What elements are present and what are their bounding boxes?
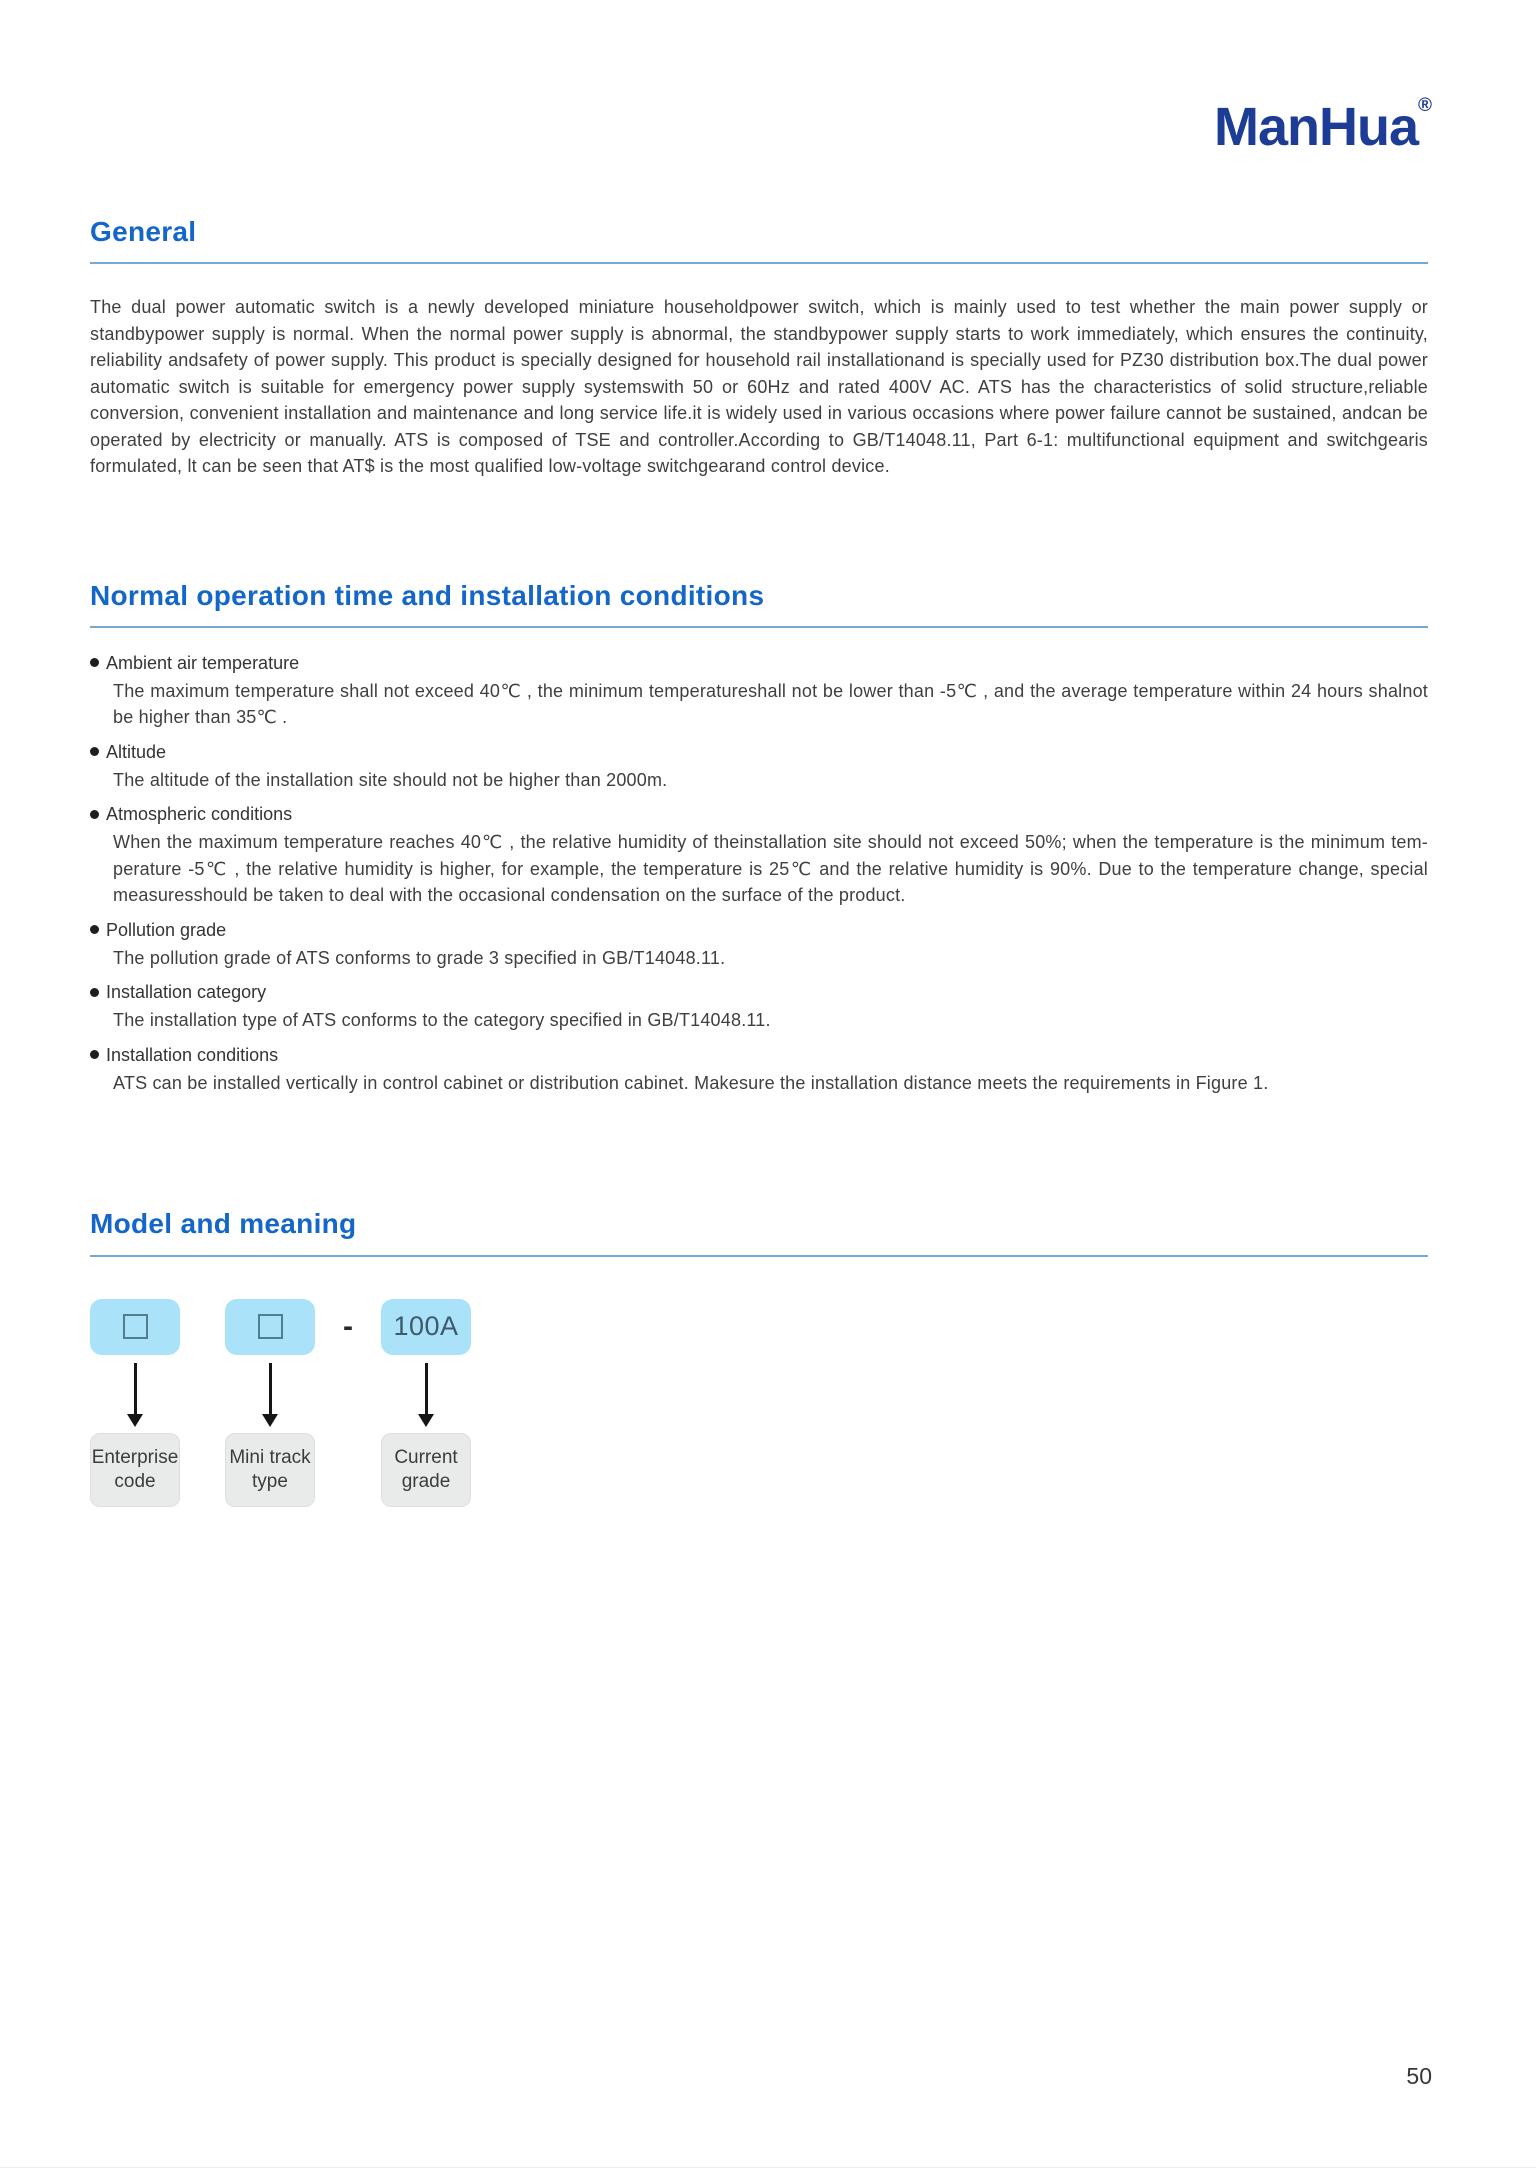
condition-title <box>90 801 1428 827</box>
model-code-box <box>381 1299 471 1355</box>
section-model <box>90 1208 1428 1506</box>
model-column-enterprise-code <box>90 1299 180 1507</box>
section-rule <box>90 1255 1428 1257</box>
condition-title-text: Ambient air temperature <box>106 652 300 673</box>
condition-body: ATS can be installed vertically in control cabinet or distribution cabinet. Makesure the installation distance meets the requirements in Figure 1. <box>113 1072 1269 1093</box>
list-item <box>90 801 1428 909</box>
model-column-current-grade <box>381 1299 471 1507</box>
model-separator-dash: - <box>343 1309 353 1343</box>
model-label-box <box>90 1433 180 1507</box>
condition-title-text: Installation category <box>106 982 267 1003</box>
square-outline-icon <box>258 1314 283 1339</box>
page-content <box>90 0 1428 1507</box>
model-column-mini-track-type <box>225 1299 315 1507</box>
list-item <box>90 917 1428 972</box>
page-number: 50 <box>1406 2063 1432 2089</box>
model-label-line: grade <box>401 1470 451 1492</box>
model-label-line: Current <box>394 1446 458 1468</box>
condition-title-text: Atmospheric conditions <box>106 804 293 825</box>
section-conditions <box>90 580 1428 1097</box>
conditions-list <box>90 650 1428 1097</box>
model-label-line: Mini track <box>229 1446 311 1468</box>
registered-trademark-icon: ® <box>1418 95 1432 116</box>
condition-title <box>90 739 1428 765</box>
condition-title-text: Pollution grade <box>106 919 227 940</box>
condition-title-text: Altitude <box>106 741 167 762</box>
bullet-dot-icon <box>90 747 99 756</box>
bullet-dot-icon <box>90 988 99 997</box>
page-edge-line <box>0 2167 1536 2168</box>
condition-title <box>90 1042 1428 1068</box>
condition-body: When the maximum temperature reaches 40℃ , the relative humidity of theinstallation site should not exceed 50%; when the temperature is the minimum tem-perature -5℃ , the relative humidity is higher, for example, the temperature is 25℃ and the relative humidity is 90%. Due to the temperature change, special measuresshould be taken to deal with the occasional condensation on the surface of the product. <box>113 832 1428 906</box>
arrow-down-icon <box>381 1363 471 1427</box>
condition-title <box>90 917 1428 943</box>
model-label-line: Enterprise <box>91 1446 179 1468</box>
brand-logo-text: ManHua <box>1213 97 1418 157</box>
section-rule <box>90 262 1428 264</box>
condition-title-text: Installation conditions <box>106 1044 279 1065</box>
model-label-line: code <box>114 1470 156 1492</box>
square-outline-icon <box>123 1314 148 1339</box>
condition-body: The altitude of the installation site should not be higher than 2000m. <box>113 769 668 790</box>
list-item <box>90 650 1428 731</box>
section-general <box>90 0 1428 480</box>
arrow-down-icon <box>225 1363 315 1427</box>
bullet-dot-icon <box>90 658 99 667</box>
list-item <box>90 979 1428 1034</box>
section-title-model: Model and meaning <box>90 1208 357 1240</box>
section-title-conditions: Normal operation time and installation conditions <box>90 579 765 611</box>
model-code-text: 100A <box>393 1311 459 1342</box>
section-rule <box>90 626 1428 628</box>
list-item <box>90 1042 1428 1097</box>
model-diagram <box>90 1299 1428 1507</box>
condition-title <box>90 979 1428 1005</box>
section-title-general: General <box>90 216 197 247</box>
condition-body: The pollution grade of ATS conforms to grade 3 specified in GB/T14048.11. <box>113 947 726 968</box>
model-label-box <box>381 1433 471 1507</box>
arrow-down-icon <box>90 1363 180 1427</box>
condition-body: The installation type of ATS conforms to the category specified in GB/T14048.11. <box>113 1010 771 1031</box>
general-paragraph: The dual power automatic switch is a newly developed miniature householdpower switch, which is mainly used to test whether the main power supply or standbypower supply is normal. When the normal power supply is abnormal, the standbypower supply starts to work immediately, which ensures the continuity, reliability andsafety of power supply. This product is specially designed for household rail installationand is specially used for PZ30 distribution box.The dual power automatic switch is suitable for emergency power supply systemswith 50 or 60Hz and rated 400V AC. ATS has the characteristics of solid structure,reliable conversion, convenient installation and maintenance and long service life.it is widely used in various occasions where power failure cannot be sustained, andcan be operated by electricity or manually. ATS is composed of TSE and controller.According to GB/T14048.11, Part 6-1: multifunctional equipment and switchgearis formulated, lt can be seen that AT$ is the most qualified low-voltage switchgearand control device. <box>90 297 1428 477</box>
condition-body: The maximum temperature shall not exceed 40℃ , the minimum temperatureshall not be lower than -5℃ , and the average temperature within 24 hours shalnot be higher than 35℃ . <box>113 680 1428 728</box>
bullet-dot-icon <box>90 810 99 819</box>
list-item <box>90 739 1428 794</box>
model-label-box <box>225 1433 315 1507</box>
bullet-dot-icon <box>90 925 99 934</box>
condition-title <box>90 650 1428 676</box>
model-label-line: type <box>252 1470 288 1492</box>
model-code-box <box>90 1299 180 1355</box>
bullet-dot-icon <box>90 1050 99 1059</box>
model-code-box <box>225 1299 315 1355</box>
